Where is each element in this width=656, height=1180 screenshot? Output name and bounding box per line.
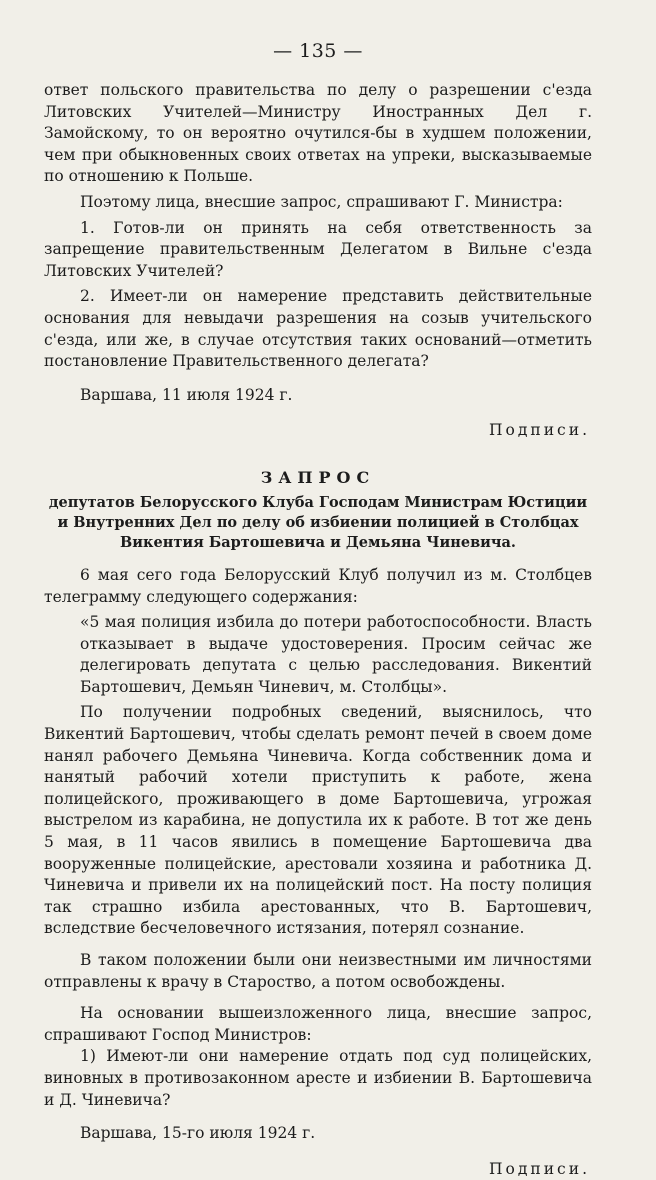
- section-heading: ЗАПРОС: [260, 467, 376, 487]
- date-line-2: Варшава, 15-го июля 1924 г.: [80, 1124, 316, 1143]
- date-line: Варшава, 11 июля 1924 г.: [80, 385, 293, 404]
- paragraph-question-intro-2: На основании вышеизложенного лица, внесшие запрос, спрашивают Господ Министров:: [44, 1004, 592, 1044]
- section-subheading: депутатов Белорусского Клуба Господам Министрам Юстиции и Внутренних Дел по делу об избиении полицией в Столбцах Викентия Бартошевича и Демьяна Чиневича.: [48, 493, 588, 551]
- paragraph-condition: В таком положении были они неизвестными им личностями отправлены к врачу в Староство, а потом освобождены.: [44, 951, 592, 991]
- question-item-1: 1. Готов-ли он принять на себя ответственность за запрещение правительственным Делегатом в Вильне с'езда Литовских Учителей?: [44, 218, 592, 280]
- signatures: Подписи.: [489, 421, 590, 440]
- question-item-2: 2. Имеет-ли он намерение представить действительные основания для невыдачи разрешения на созыв учительского с'езда, или же, в случае отсутствия таких оснований—отметить постановление Правительственного делегата?: [44, 287, 592, 371]
- document-page: [44, 40, 592, 1178]
- signatures-2: Подписи.: [489, 1159, 590, 1178]
- page-number: — 135 —: [273, 40, 363, 62]
- paragraph-details: По получении подробных сведений, выяснилось, что Викентий Бартошевич, чтобы сделать ремонт печей в своем доме нанял рабочего Демьяна Чиневича. Когда собственник дома и нанятый рабочий хотели приступить к работе, жена полицейского, проживающего в доме Бартошевича, угрожая выстрелом из карабина, не допустила их к работе. В тот же день 5 мая, в 11 часов явились в помещение Бартошевича два вооруженные полицейские, арестовали хозяина и работника Д. Чиневича и привели их на полицейский пост. На посту полиция так страшно избила арестованных, что В. Бартошевич, вследствие бесчеловечного истязания, потерял сознание.: [44, 703, 592, 938]
- paragraph-question-intro: Поэтому лица, внесшие запрос, спрашивают Г. Министра:: [80, 192, 563, 211]
- paragraph-intro: ответ польского правительства по делу о разрешении с'езда Литовских Учителей—Министру Иностранных Дел г. Замойскому, то он вероятно очутился-бы в худшем положении, чем при обыкновенных своих ответах на упреки, высказываемые по отношению к Польше.: [44, 81, 592, 186]
- paragraph-telegram-intro: 6 мая сего года Белорусский Клуб получил из м. Столбцев телеграмму следующего содержания:: [44, 565, 592, 606]
- telegram-quote: «5 мая полиция избила до потери работоспособности. Власть отказывает в выдаче удостоверения. Просим сейчас же делегировать депутата с целью расследования. Викентий Бартошевич, Демьян Чиневич, м. Столбцы».: [80, 613, 592, 696]
- question-item-3: 1) Имеют-ли они намерение отдать под суд полицейских, виновных в противозаконном аресте и избиении В. Бартошевича и Д. Чиневича?: [44, 1047, 592, 1109]
